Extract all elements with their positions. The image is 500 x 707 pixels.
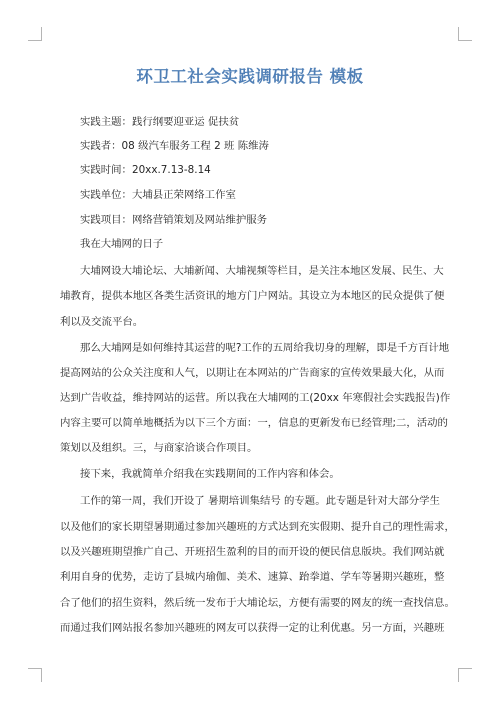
crop-mark-top-right-h [458,40,472,41]
paragraph-line: 以及他们的家长期望暑期通过参加兴趣班的方式达到充实假期、提升自己的理性需求， [60,521,455,533]
meta-project: 实践项目：网络营销策划及网站维护服务 [80,214,268,226]
crop-mark-top-right-v [458,27,459,41]
paragraph-line: 达到广告收益，维持网站的运营。所以我在大埔网的工(20xx 年寒假社会实践报告)作 [60,392,451,404]
paragraph-line: 接下来，我就简单介绍我在实践期间的工作内容和体会。 [80,468,340,480]
meta-unit: 实践单位：大埔县正荣网络工作室 [80,189,236,201]
section-heading: 我在大埔网的日子 [80,238,164,250]
paragraph-line: 提高网站的公众关注度和人气，以期让在本网站的广告商家的宣传效果最大化，从而 [60,367,445,379]
crop-mark-bottom-right-h [458,668,472,669]
meta-theme: 实践主题：践行纲要迎亚运 促扶贫 [80,116,240,128]
paragraph-line: 策划以及组织。三，与商家洽谈合作项目。 [60,442,258,454]
meta-practitioner: 实践者：08 级汽车服务工程 2 班 陈维涛 [80,140,269,152]
crop-mark-top-left-v [41,27,42,41]
paragraph-line: 那么大埔网是如何维持其运营的呢?工作的五周给我切身的理解，即是千方百计地 [80,342,450,354]
paragraph-line: 埔教育，提供本地区各类生活资讯的地方门户网站。其设立为本地区的民众提供了便 [60,290,445,302]
paragraph-line: 大埔网设大埔论坛、大埔新闻、大埔视频等栏目，是关注本地区发展、民生、大 [80,265,444,277]
paragraph-line: 而通过我们网站报名参加兴趣班的网友可以获得一定的让利优惠。另一方面，兴趣班 [60,622,445,634]
crop-mark-top-left-h [28,40,42,41]
meta-time: 实践时间：20xx.7.13-8.14 [80,164,211,176]
paragraph-line: 利以及交流平台。 [60,316,144,328]
document-title: 环卫工社会实践调研报告 模板 [136,67,364,86]
paragraph-line: 以及兴趣班期望推广自己、开班招生盈利的目的而开设的便民信息版块。我们网站就 [60,546,445,558]
paragraph-line: 内容主要可以简单地概括为以下三个方面：一，信息的更新发布已经管理;二，活动的 [60,417,448,429]
paragraph-line: 工作的第一周，我们开设了 暑期培训集结号 的专题。此专题是针对大部分学生 [80,495,440,507]
paragraph-line: 合了他们的招生资料，然后统一发布于大埔论坛，方便有需要的网友的统一查找信息。 [60,597,455,609]
crop-mark-bottom-left-h [28,668,42,669]
crop-mark-bottom-right-v [458,668,459,682]
paragraph-line: 利用自身的优势，走访了县城内瑜伽、美术、速算、跆拳道、学车等暑期兴趣班，整 [60,571,445,583]
crop-mark-bottom-left-v [41,668,42,682]
